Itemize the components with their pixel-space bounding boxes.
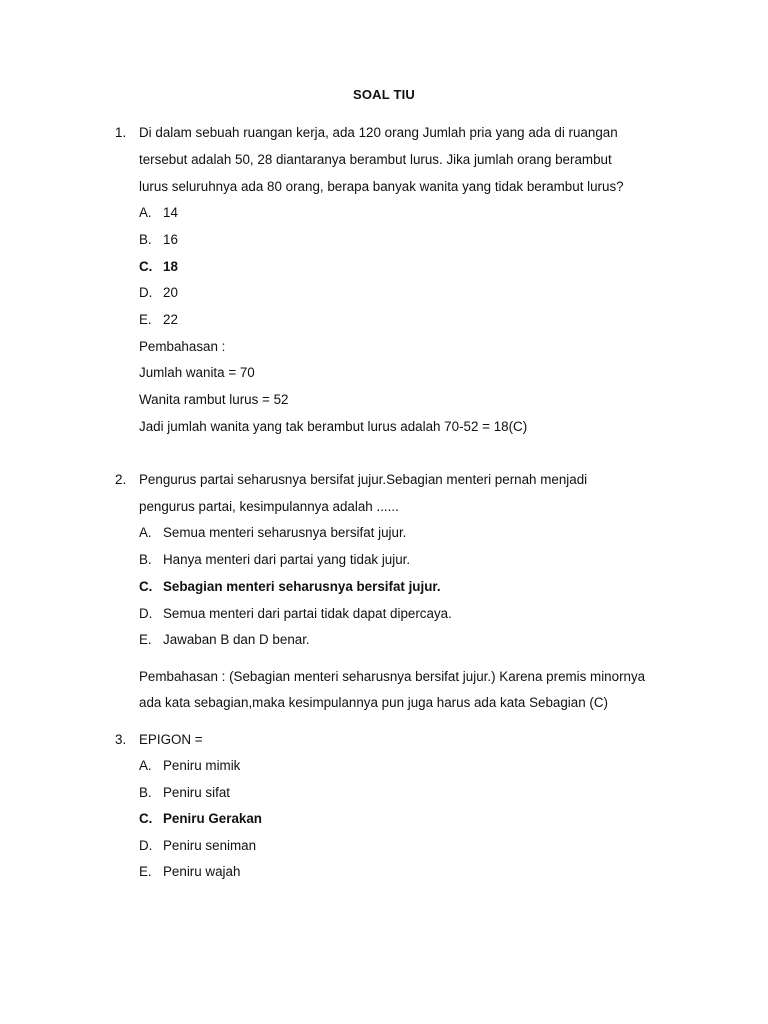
option-text: Semua menteri dari partai tidak dapat dipercaya. xyxy=(163,606,452,621)
option-letter: A. xyxy=(139,525,152,540)
question-3-option-a xyxy=(139,756,240,776)
question-2-line-1: Pengurus partai seharusnya bersifat jujur.Sebagian menteri pernah menjadi xyxy=(139,472,588,487)
question-1-line-1: Di dalam sebuah ruangan kerja, ada 120 orang Jumlah pria yang ada di ruangan xyxy=(139,125,618,140)
question-2-explanation-line-1: Pembahasan : (Sebagian menteri seharusnya bersifat jujur.) Karena premis minornya xyxy=(139,669,646,684)
question-3-option-b xyxy=(139,783,230,803)
option-letter: C. xyxy=(139,579,153,594)
option-text: 22 xyxy=(163,312,178,327)
option-text: Peniru sifat xyxy=(163,785,230,800)
question-1-option-e xyxy=(139,310,178,330)
question-2-number: 2. xyxy=(115,472,127,487)
question-2-option-a xyxy=(139,523,406,543)
question-2-explanation-line-2: ada kata sebagian,maka kesimpulannya pun juga harus ada kata Sebagian (C) xyxy=(139,695,608,710)
option-text: 14 xyxy=(163,205,178,220)
option-text: 16 xyxy=(163,232,178,247)
option-text: Peniru seniman xyxy=(163,838,257,853)
option-text: Peniru mimik xyxy=(163,758,241,773)
option-letter: A. xyxy=(139,758,152,773)
option-text: 18 xyxy=(163,259,178,274)
option-letter: B. xyxy=(139,785,152,800)
option-text: Sebagian menteri seharusnya bersifat jujur. xyxy=(163,579,441,594)
option-letter: D. xyxy=(139,285,153,300)
option-text: Hanya menteri dari partai yang tidak jujur. xyxy=(163,552,411,567)
document-title: SOAL TIU xyxy=(352,87,416,102)
option-text: Semua menteri seharusnya bersifat jujur. xyxy=(163,525,407,540)
question-1-explanation-line-3: Jadi jumlah wanita yang tak berambut lurus adalah 70-52 = 18(C) xyxy=(139,419,528,434)
question-2-option-b xyxy=(139,550,410,570)
option-letter: E. xyxy=(139,312,152,327)
option-letter: A. xyxy=(139,205,152,220)
question-1-option-b xyxy=(139,230,178,250)
option-letter: E. xyxy=(139,632,152,647)
question-1-option-a xyxy=(139,203,178,223)
question-2-line-2: pengurus partai, kesimpulannya adalah ...... xyxy=(139,499,399,514)
option-text: Peniru wajah xyxy=(163,864,241,879)
option-letter: C. xyxy=(139,259,153,274)
question-1-explanation-heading: Pembahasan : xyxy=(139,339,226,354)
question-3-option-d xyxy=(139,836,256,856)
question-2-option-c xyxy=(139,577,441,597)
question-1-line-3: lurus seluruhnya ada 80 orang, berapa banyak wanita yang tidak berambut lurus? xyxy=(139,179,624,194)
question-1-line-2: tersebut adalah 50, 28 diantaranya berambut lurus. Jika jumlah orang berambut xyxy=(139,152,612,167)
question-1-explanation-line-2: Wanita rambut lurus = 52 xyxy=(139,392,289,407)
option-text: Peniru Gerakan xyxy=(163,811,262,826)
option-letter: B. xyxy=(139,232,152,247)
option-letter: B. xyxy=(139,552,152,567)
question-1-explanation-line-1: Jumlah wanita = 70 xyxy=(139,365,255,380)
option-letter: C. xyxy=(139,811,153,826)
question-2-option-e xyxy=(139,630,310,650)
question-1-option-c xyxy=(139,257,178,277)
option-text: 20 xyxy=(163,285,178,300)
question-3-number: 3. xyxy=(115,732,127,747)
option-text: Jawaban B dan D benar. xyxy=(163,632,310,647)
option-letter: D. xyxy=(139,838,153,853)
question-3-option-c xyxy=(139,809,262,829)
question-1-option-d xyxy=(139,283,178,303)
question-3-option-e xyxy=(139,862,240,882)
option-letter: E. xyxy=(139,864,152,879)
question-3-line-1: EPIGON = xyxy=(139,732,203,747)
question-2-option-d xyxy=(139,604,452,624)
option-letter: D. xyxy=(139,606,153,621)
question-1-number: 1. xyxy=(115,125,127,140)
